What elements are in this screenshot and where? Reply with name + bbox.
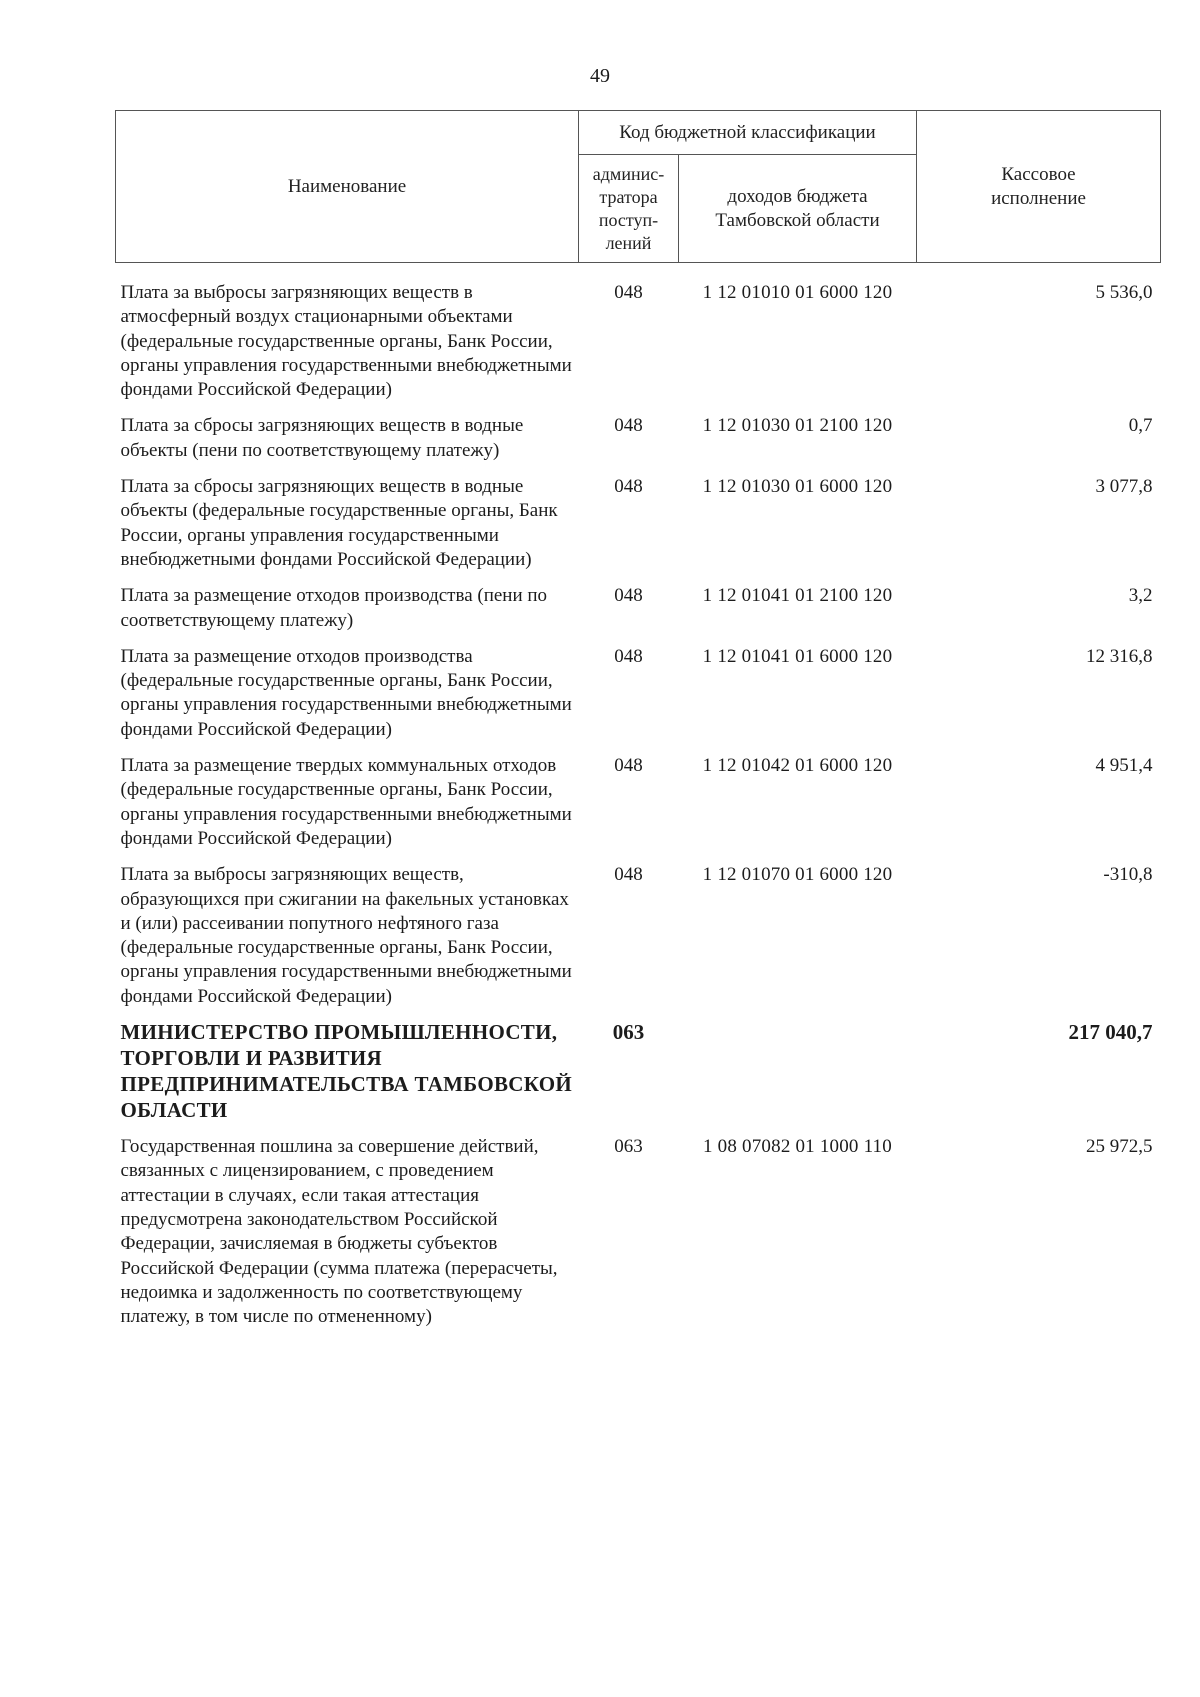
row-amount: 217 040,7 xyxy=(1068,1020,1153,1045)
row-name: Плата за сбросы загрязняющих веществ в водные объекты (пени по соответствующему платежу) xyxy=(120,415,524,461)
row-income-code xyxy=(679,1009,917,1123)
row-admin-code: 048 xyxy=(614,585,643,607)
row-amount: 0,7 xyxy=(1128,415,1153,437)
budget-table xyxy=(115,110,1161,1329)
row-admin-code: 048 xyxy=(614,415,643,437)
row-name: Государственная пошлина за совершение действий, связанных с лицензированием, с проведением аттестации в случаях, если такая аттестация предусмотрена законодательством Российской Федерации, зачисляемая в бюджеты субъектов Российской Федерации (сумма платежа (перерасчеты, недоимка и задолженность по соответствующему платежу, в том числе по отмененному) xyxy=(120,1136,558,1328)
row-income-code: 1 12 01042 01 6000 120 xyxy=(702,755,893,777)
header-name: Наименование xyxy=(116,111,579,263)
header-execution xyxy=(917,111,1161,263)
row-amount: -310,8 xyxy=(1103,864,1153,886)
header-admin-text: админис- тратора поступ- лений xyxy=(592,163,665,253)
row-amount: 3,2 xyxy=(1128,585,1153,607)
row-admin-code: 048 xyxy=(614,645,643,667)
header-code-group: Код бюджетной классификации xyxy=(579,111,917,155)
table-row xyxy=(116,633,1161,742)
row-amount: 3 077,8 xyxy=(1095,476,1153,498)
row-amount: 12 316,8 xyxy=(1086,645,1153,667)
row-income-code: 1 12 01010 01 6000 120 xyxy=(702,282,893,303)
row-admin-code: 048 xyxy=(614,282,643,303)
header-income-text: доходов бюджета Тамбовской области xyxy=(715,185,880,231)
header-income xyxy=(679,155,917,263)
row-income-code: 1 12 01041 01 2100 120 xyxy=(702,585,893,607)
row-admin-code: 063 xyxy=(614,1136,643,1158)
row-amount: 25 972,5 xyxy=(1086,1136,1153,1158)
row-name: Плата за выбросы загрязняющих веществ, образующихся при сжигании на факельных установках и (или) рассеивании попутного нефтяного газа (федеральные государственные органы, Банк России, органы управления государственными внебюджетными фондами Российской Федерации) xyxy=(120,864,572,1007)
table-row xyxy=(116,572,1161,633)
row-admin-code: 048 xyxy=(614,755,643,777)
table-row xyxy=(116,851,1161,1009)
row-income-code: 1 12 01030 01 2100 120 xyxy=(702,415,893,437)
row-income-code: 1 12 01070 01 6000 120 xyxy=(702,864,893,886)
row-name: Плата за выбросы загрязняющих веществ в атмосферный воздух стационарными объектами (федеральные государственные органы, Банк России, органы управления государственными внебюджетными фондами Российской Федерации) xyxy=(120,282,572,401)
row-admin-code: 048 xyxy=(614,476,643,498)
page-number: 49 xyxy=(590,65,610,87)
row-name: Плата за сбросы загрязняющих веществ в водные объекты (федеральные государственные органы, Банк России, органы управления государственными внебюджетными фондами Российской Федерации) xyxy=(120,476,558,570)
row-income-code: 1 12 01030 01 6000 120 xyxy=(702,476,893,498)
table-row xyxy=(116,463,1161,572)
row-amount: 4 951,4 xyxy=(1095,755,1153,777)
row-admin-code: 048 xyxy=(614,864,643,886)
row-name: МИНИСТЕРСТВО ПРОМЫШЛЕННОСТИ, ТОРГОВЛИ И РАЗВИТИЯ ПРЕДПРИНИМАТЕЛЬСТВА ТАМБОВСКОЙ ОБЛАСТИ xyxy=(120,1020,573,1123)
table-row xyxy=(116,1009,1161,1123)
row-admin-code: 063 xyxy=(612,1020,645,1045)
header-admin xyxy=(579,155,679,263)
row-name: Плата за размещение отходов производства (федеральные государственные органы, Банк России, органы управления государственными внебюджетными фондами Российской Федерации) xyxy=(120,645,572,740)
row-amount: 5 536,0 xyxy=(1095,282,1153,303)
table-row xyxy=(116,1123,1161,1329)
table-row xyxy=(116,263,1161,403)
row-name: Плата за размещение твердых коммунальных отходов (федеральные государственные органы, Банк России, органы управления государственными внебюджетными фондами Российской Федерации) xyxy=(120,755,572,849)
header-execution-text: Кассовое исполнение xyxy=(991,163,1086,209)
row-name: Плата за размещение отходов производства (пени по соответствующему платежу) xyxy=(120,585,548,631)
table-row xyxy=(116,402,1161,463)
row-income-code: 1 08 07082 01 1000 110 xyxy=(703,1136,892,1158)
table-body xyxy=(116,263,1161,1330)
table-row xyxy=(116,742,1161,851)
row-income-code: 1 12 01041 01 6000 120 xyxy=(702,645,893,667)
